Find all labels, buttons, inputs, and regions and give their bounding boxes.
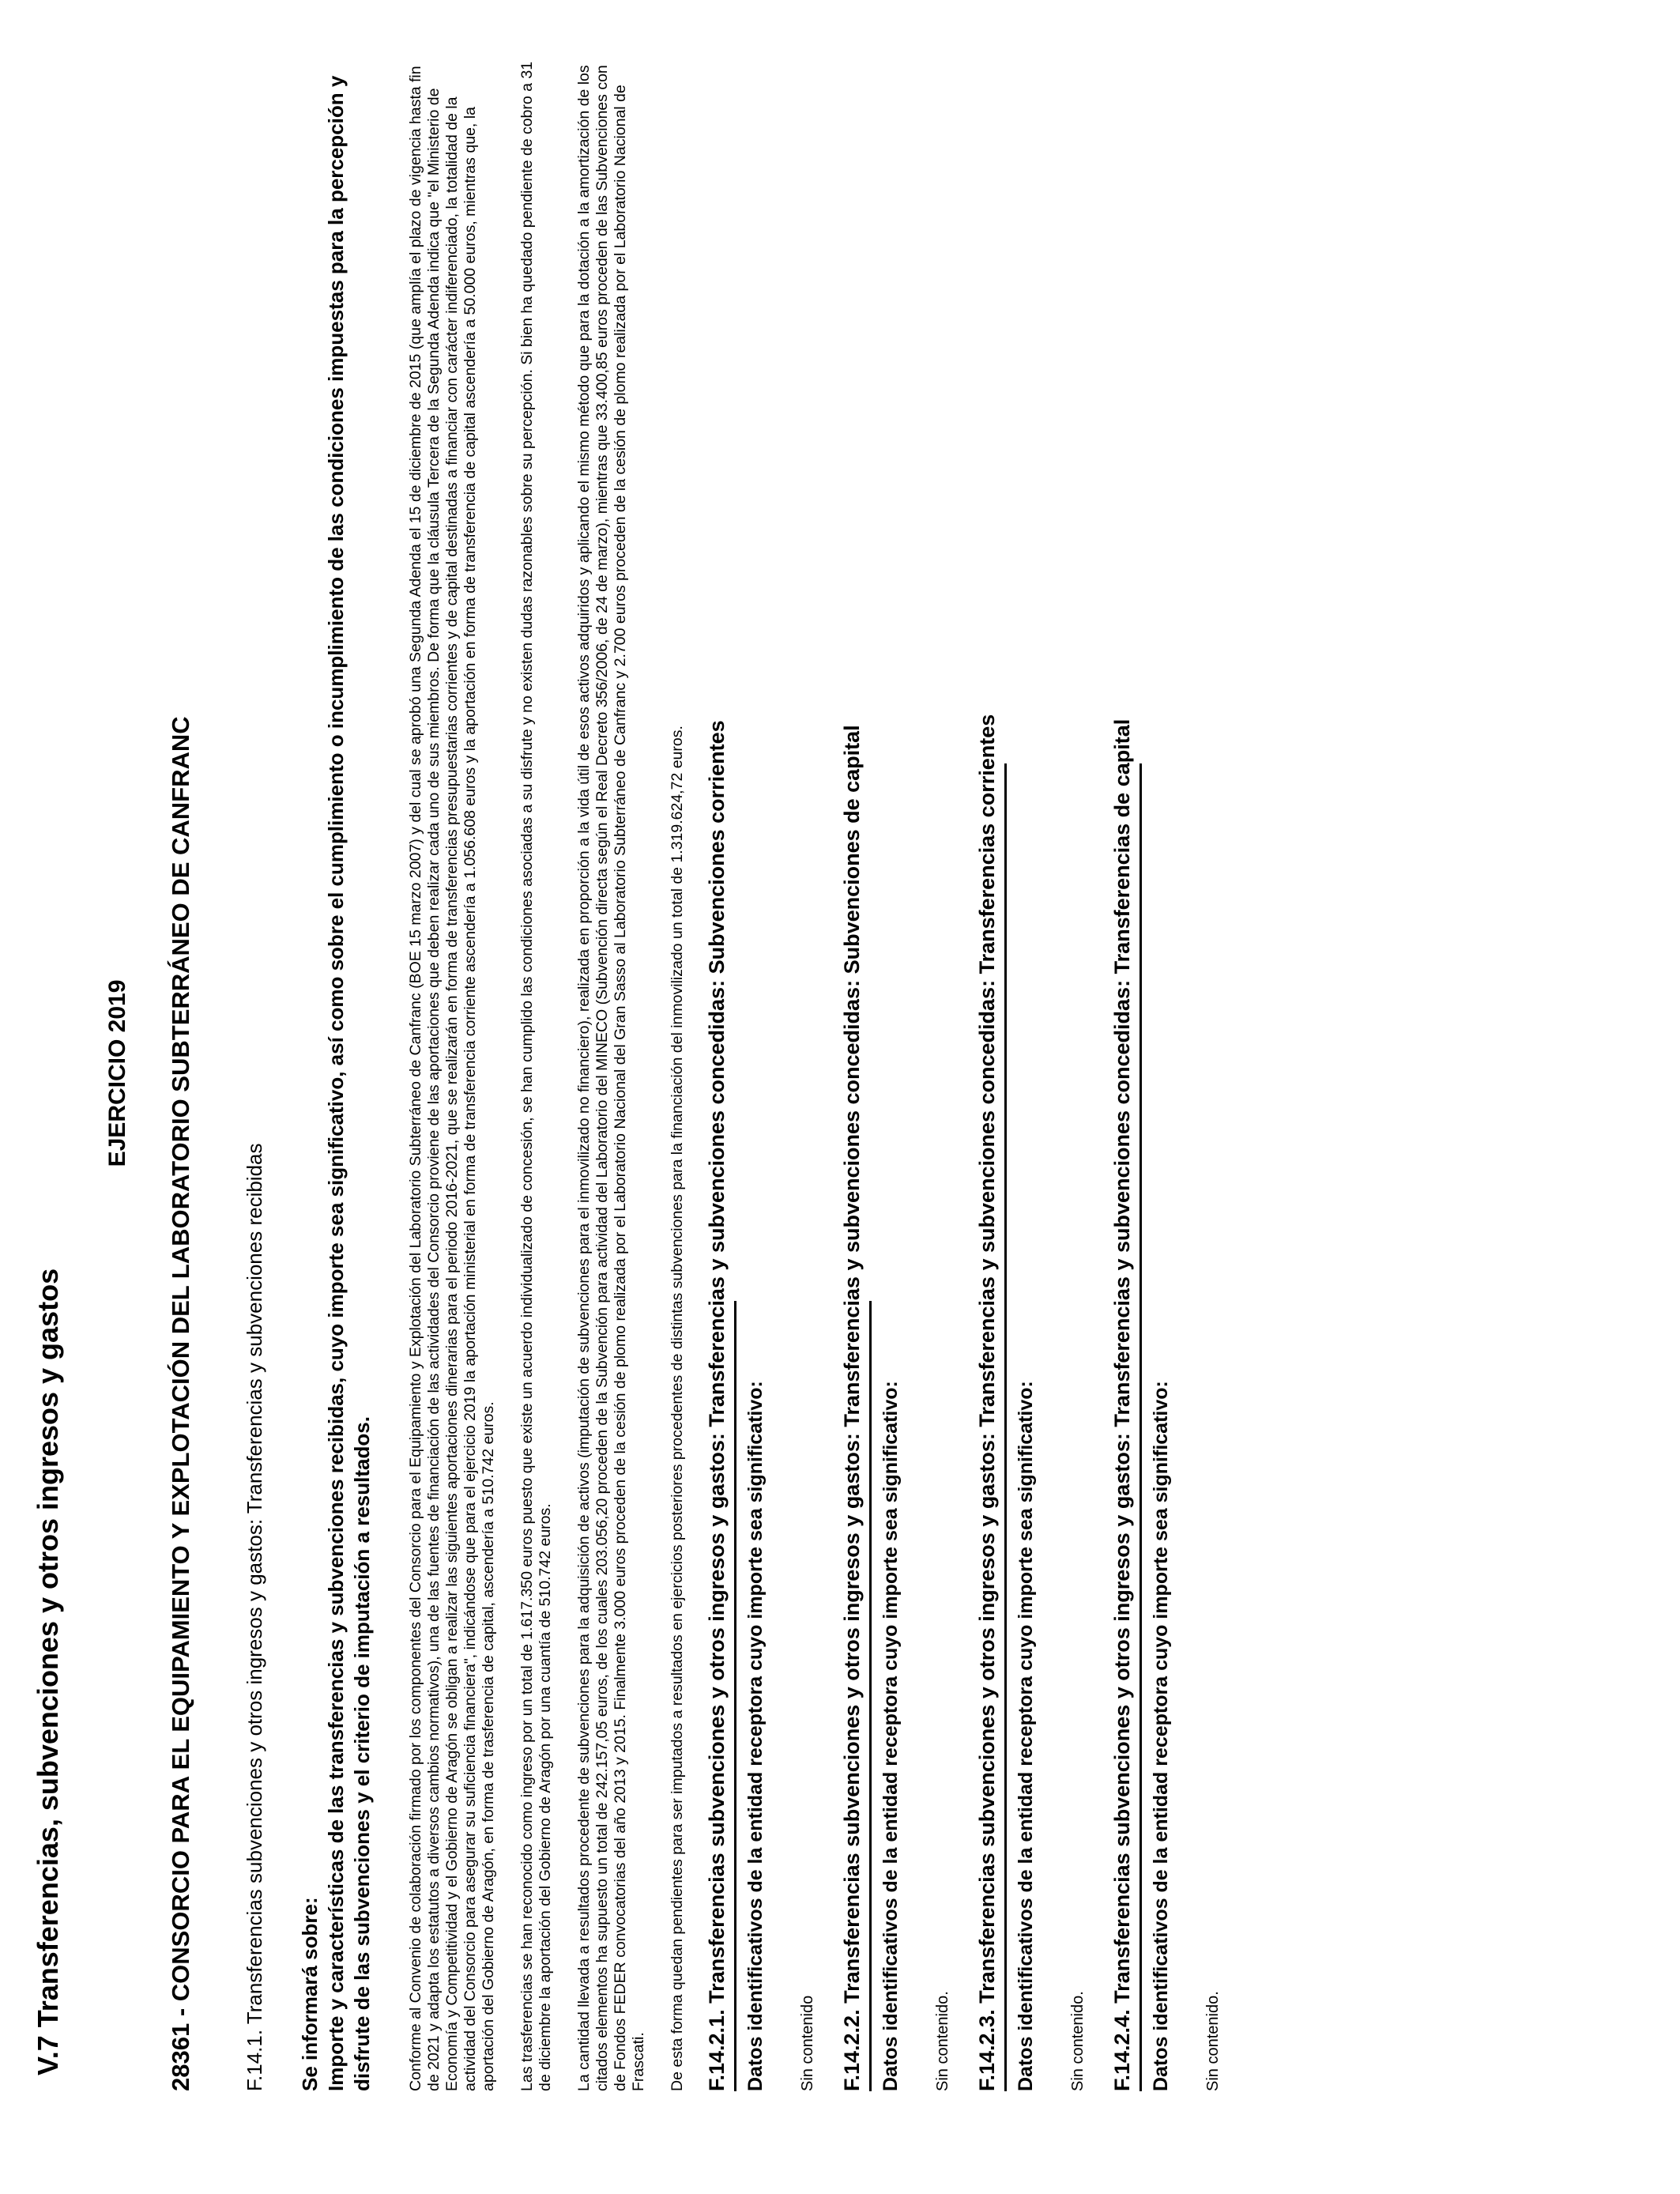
exercise-year: EJERCICIO 2019: [104, 979, 130, 1167]
section-content: Sin contenido.: [1069, 1991, 1087, 2091]
section-heading: F.14.2.2. Transferencias subvenciones y otros ingresos y gastos: Transferencias y subvenciones concedidas: Subvenciones de capital: [840, 725, 864, 2091]
section-f1421: [704, 55, 817, 2091]
datos-label: Datos identificativos de la entidad receptora cuyo importe sea significativo:: [1015, 1381, 1037, 2091]
section-heading: F.14.2.4. Transferencias subvenciones y otros ingresos y gastos: Transferencias y subvenciones concedidas: Transferencias de capital: [1110, 718, 1134, 2091]
paragraph-trasferencias: Las trasferencias se han reconocido como ingreso por un total de 1.617.350 euros puesto que existe un acuerdo individualizado de concesión, se han cumplido las condiciones asociadas a su disfrute y no existen dudas razonables sobre su percepción. Si bien ha quedado pendiente de cobro a 31 de diciembre la aportación del Gobierno de Aragón por una cuantía de 510.742 euros.: [518, 61, 554, 2091]
section-content: Sin contenido: [799, 1995, 816, 2091]
page-title: V.7 Transferencias, subvenciones y otros ingresos y gastos: [32, 1268, 64, 2075]
paragraph-cantidad: La cantidad llevada a resultados procedente de subvenciones para la adquisición de activos (imputación de subvenciones para el inmovilizado no financiero), realizada en proporción a la vida útil de esos activos adquiridos y aplicando el mismo método que para la dotación a la amortización de los citados elementos ha supuesto un total de 242.157,05 euros, de los cuales 203.056,20 proceden de la Subvención para actividad del Laboratorio del MINECO (Subvención directa según el Real Decreto 356/2006, de 24 de marzo), mientras que 33.400,85 euros proceden de las Subvenciones con de Fondos FEDER convocatorias del año 2013 y 2015. Finalmente 3.000 euros proceden de la cesión de plomo realizada por el Laboratorio Nacional del Gran Sasso al Laboratorio Subterráneo de Canfranc y 2.700 euros proceden de la cesión de plomo realizada por el Laboratorio Nacional de Frascati.: [575, 65, 647, 2091]
informara-text: Importe y características de las transferencias y subvenciones recibidas, cuyo importe sea significativo, así como sobre el cumplimiento o incumplimiento de las condiciones impuestas para la percepción y disfrute de las subvenciones y el criterio de imputación a resultados.: [324, 75, 374, 2091]
section-f141-title: F.14.1. Transferencias subvenciones y otros ingresos y gastos: Transferencias y subvenciones recibidas: [243, 1143, 266, 2091]
divider-line: [1004, 763, 1007, 2091]
section-content: Sin contenido.: [1204, 1991, 1222, 2091]
section-heading: F.14.2.1. Transferencias subvenciones y otros ingresos y gastos: Transferencias y subvenciones concedidas: Subvenciones corrientes: [705, 720, 729, 2091]
section-f1423: [974, 55, 1087, 2091]
datos-label: Datos identificativos de la entidad receptora cuyo importe sea significativo:: [744, 1381, 767, 2091]
paragraph-pendientes: De esta forma quedan pendientes para ser imputados a resultados en ejercicios posteriores procedentes de distintas subvenciones para la financiación del inmovilizado un total de 1.319.624,72 euros.: [669, 726, 686, 2091]
section-f1422: [839, 55, 952, 2091]
datos-label: Datos identificativos de la entidad receptora cuyo importe sea significativo:: [1150, 1381, 1172, 2091]
entity-title: 28361 - CONSORCIO PARA EL EQUIPAMIENTO Y EXPLOTACIÓN DEL LABORATORIO SUBTERRÁNEO DE CANFRANC: [167, 716, 194, 2091]
divider-line: [734, 1301, 736, 2091]
divider-line: [1139, 763, 1142, 2091]
section-content: Sin contenido.: [934, 1991, 951, 2091]
informara-block: [297, 55, 375, 2091]
section-f1424: [1109, 55, 1222, 2091]
informara-label: Se informará sobre:: [298, 1897, 322, 2091]
paragraph-convenio: Conforme al Convenio de colaboración firmado por los componentes del Consorcio para el Equipamiento y Explotación del Laboratorio Subterráneo de Canfranc (BOE 15 marzo 2007) y del cual se aprobó una Segunda Adenda el 15 de diciembre de 2015 (que amplía el plazo de vigencia hasta fin de 2021 y adapta los estatutos a diversos cambios normativos), una de las fuentes de financiación de las actividades del Consorcio proviene de las aportaciones que deben realizar cada uno de sus miembros. De forma que la cláusula Tercera de la Segunda Adenda indica que "el Ministerio de Economía y Competitividad y el Gobierno de Aragón se obligan a realizar las siguientes aportaciones dinerarias para el periodo 2016-2021, que se realizarán en forma de transferencias presupuestarias corrientes y de capital destinadas a financiar con carácter indiferenciado, la totalidad de la actividad del Consorcio para asegurar su suficiencia financiera", indicándose que para el ejercicio 2019 la aportación ministerial en forma de transferencia corriente ascendería a 1.056.608 euros y la aportación en forma de transferencia de capital ascendería a 50.000 euros, mientras que, la aportación del Gobierno de Aragón, en forma de trasferencia de capital, ascendería a 510.742 euros.: [407, 66, 497, 2091]
section-heading: F.14.2.3. Transferencias subvenciones y otros ingresos y gastos: Transferencias y subvenciones concedidas: Transferencias corrientes: [975, 714, 999, 2091]
divider-line: [869, 1301, 872, 2091]
datos-label: Datos identificativos de la entidad receptora cuyo importe sea significativo:: [880, 1381, 902, 2091]
